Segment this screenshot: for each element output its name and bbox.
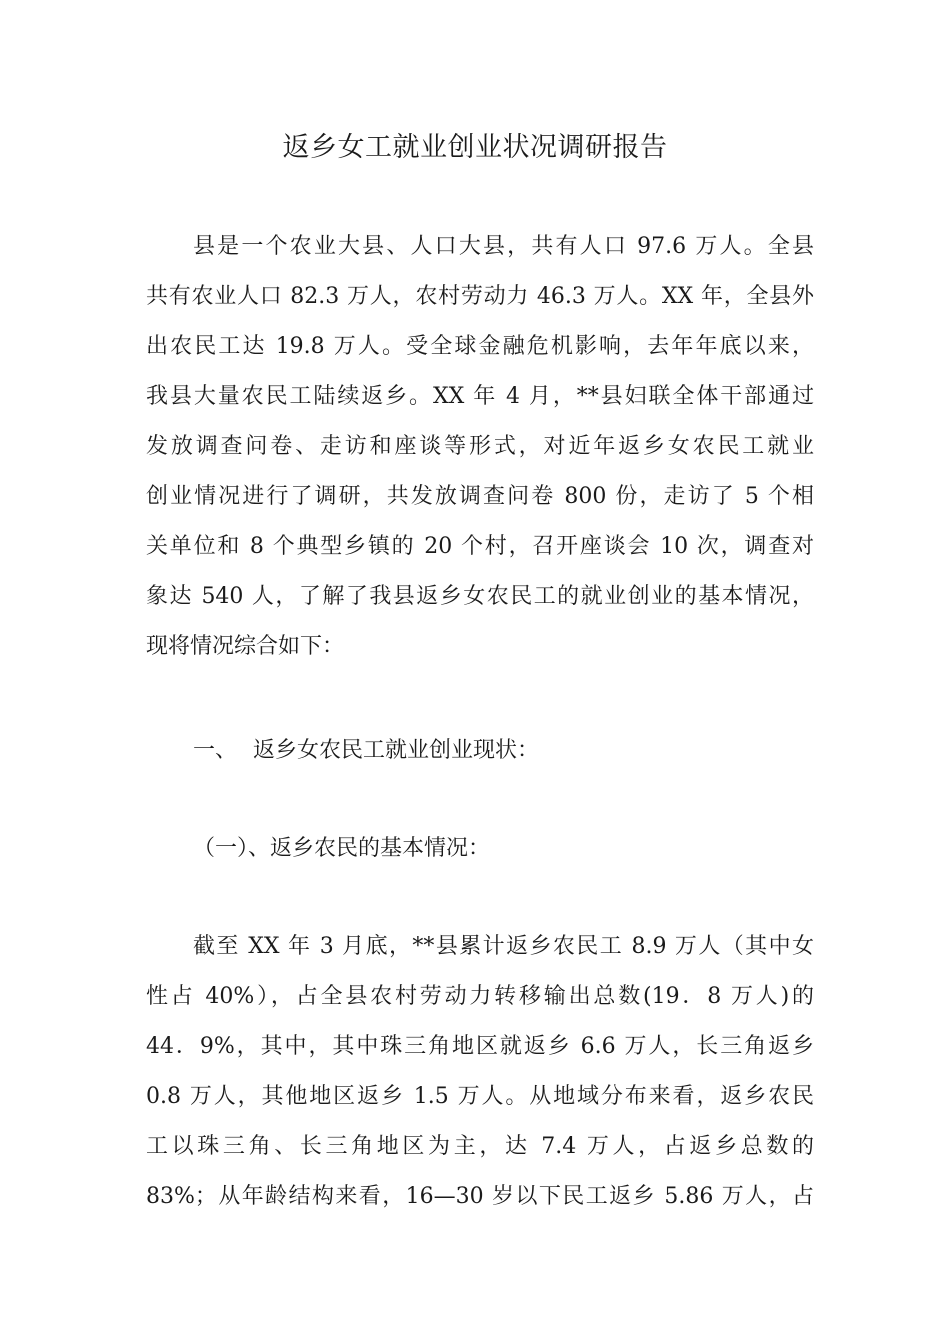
- paragraph-line: 截至 XX 年 3 月底，**县累计返乡农民工 8.9 万人（其中女: [193, 934, 814, 959]
- paragraph-line: 44．9%，其中，其中珠三角地区就返乡 6.6 万人，长三角返乡: [146, 1034, 814, 1059]
- intro-paragraph: [146, 222, 814, 672]
- paragraph-line: 0.8 万人，其他地区返乡 1.5 万人。从地域分布来看，返乡农民: [146, 1084, 814, 1109]
- section-title: 返乡女农民工就业创业现状：: [253, 738, 540, 763]
- paragraph-line: 我县大量农民工陆续返乡。XX 年 4 月，**县妇联全体干部通过: [146, 384, 814, 409]
- paragraph-line: 共有农业人口 82.3 万人，农村劳动力 46.3 万人。XX 年，全县外: [146, 284, 814, 309]
- paragraph-line: 发放调查问卷、走访和座谈等形式，对近年返乡女农民工就业: [146, 434, 814, 459]
- paragraph-line: 县是一个农业大县、人口大县，共有人口 97.6 万人。全县: [193, 234, 814, 259]
- paragraph-line: 象达 540 人，了解了我县返乡女农民工的就业创业的基本情况，: [146, 584, 814, 609]
- document-title: 返乡女工就业创业状况调研报告: [282, 132, 668, 163]
- body-paragraph: [146, 922, 814, 1222]
- paragraph-line: 关单位和 8 个典型乡镇的 20 个村，召开座谈会 10 次，调查对: [146, 534, 814, 559]
- section-number: 一、: [193, 738, 238, 763]
- paragraph-line: 现将情况综合如下：: [146, 634, 345, 659]
- paragraph-line: 83%；从年龄结构来看，16—30 岁以下民工返乡 5.86 万人，占: [146, 1184, 814, 1209]
- paragraph-line: 工以珠三角、长三角地区为主，达 7.4 万人，占返乡总数的: [146, 1134, 814, 1159]
- section-heading: [193, 726, 539, 776]
- subsection-heading: （一）、返乡农民的基本情况：: [193, 836, 491, 861]
- paragraph-line: 创业情况进行了调研，共发放调查问卷 800 份，走访了 5 个相: [146, 484, 814, 509]
- paragraph-line: 出农民工达 19.8 万人。受全球金融危机影响，去年年底以来，: [146, 334, 814, 359]
- paragraph-line: 性占 40%），占全县农村劳动力转移输出总数(19．8 万人)的: [146, 984, 814, 1009]
